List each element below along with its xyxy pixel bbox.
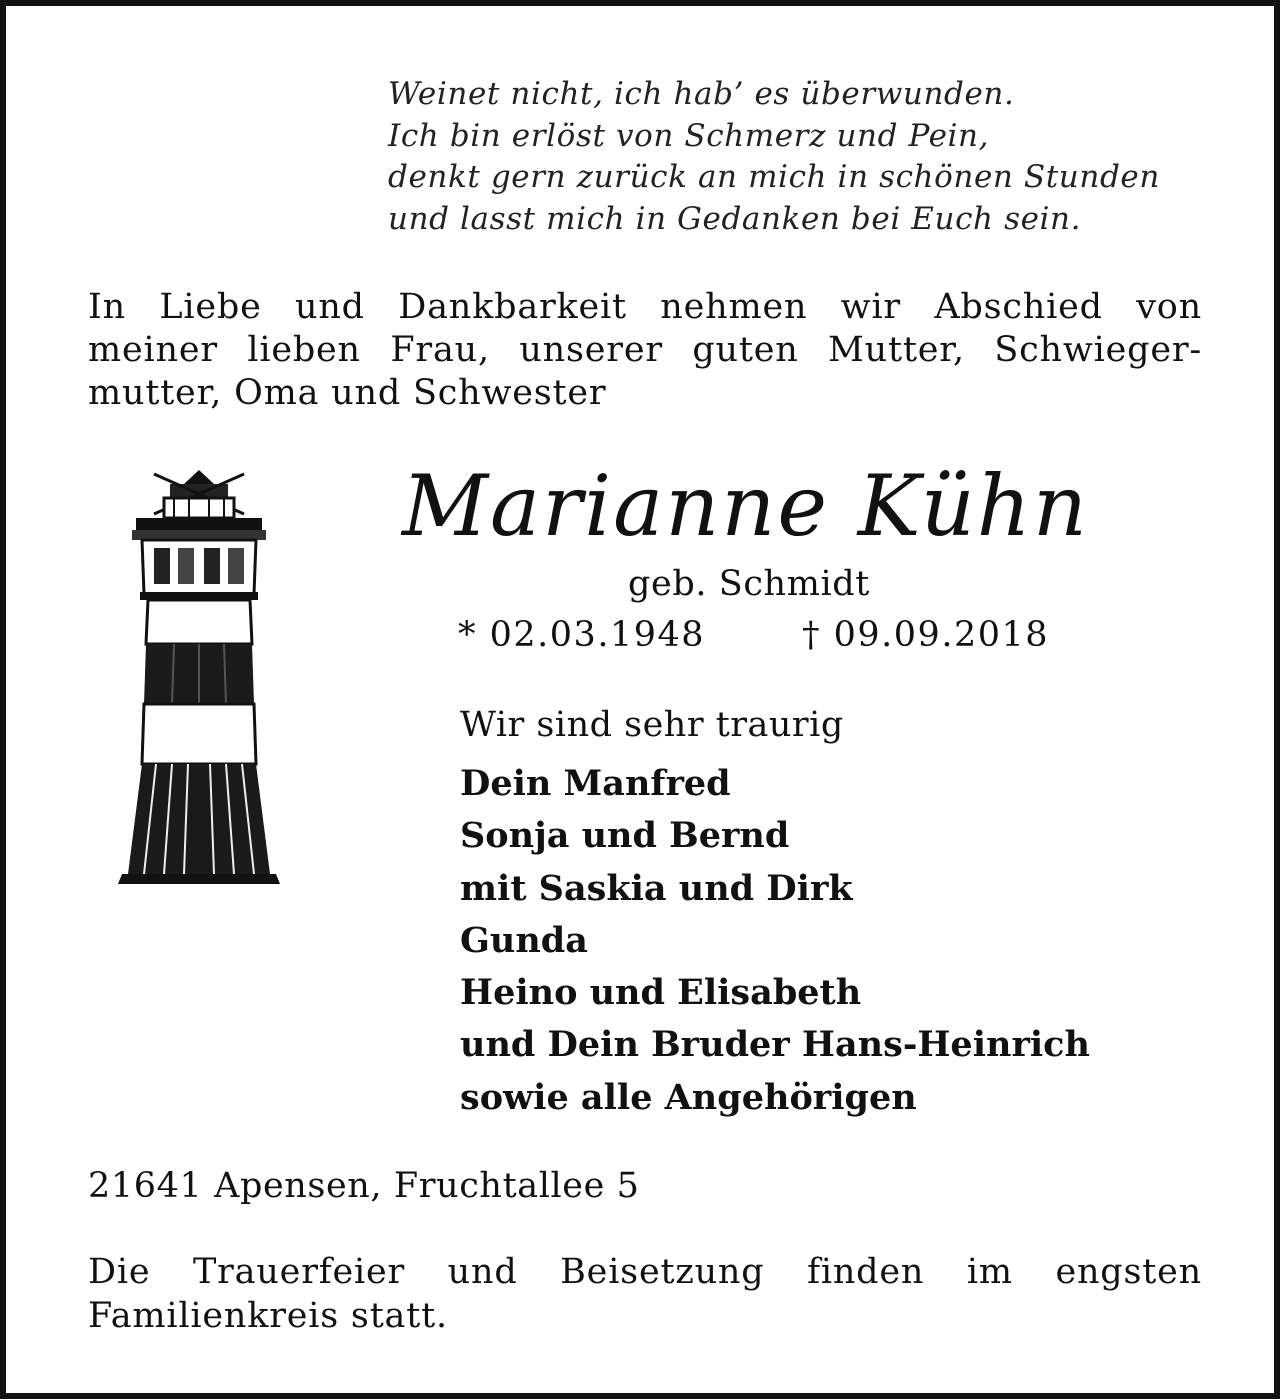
poem-line: Ich bin erlöst von Schmerz und Pein, <box>388 117 990 154</box>
mourners-list <box>460 758 1090 1124</box>
mourner-line: sowie alle Angehörigen <box>460 1076 917 1118</box>
ceremony-notice <box>88 1250 1202 1338</box>
maiden-name: geb. Schmidt <box>628 564 870 604</box>
intro-line: In Liebe und Dankbarkeit nehmen wir Abschied von <box>88 287 1202 327</box>
ceremony-line: Die Trauerfeier und Beisetzung finden im engsten <box>88 1252 1202 1292</box>
mourner-line: Sonja und Bernd <box>460 815 790 857</box>
poem <box>388 74 1248 240</box>
poem-line: und lasst mich in Gedanken bei Euch sein. <box>388 200 1082 237</box>
poem-line: denkt gern zurück an mich in schönen Stunden <box>388 159 1160 195</box>
farewell-intro <box>88 286 1202 415</box>
mourner-line: mit Saskia und Dirk <box>460 867 853 909</box>
poem-line: Weinet nicht, ich hab’ es überwunden. <box>388 76 1015 112</box>
family-address: 21641 Apensen, Fruchtallee 5 <box>88 1166 640 1206</box>
mourner-line: Gunda <box>460 919 588 961</box>
intro-line: mutter, Oma und Schwester <box>88 373 607 413</box>
lighthouse-icon <box>114 464 284 894</box>
mourner-line: und Dein Bruder Hans-Heinrich <box>460 1024 1090 1066</box>
deceased-name: Marianne Kühn <box>402 457 1090 555</box>
mourner-line: Dein Manfred <box>460 763 731 804</box>
mourner-line: Heino und Elisabeth <box>460 972 862 1014</box>
ceremony-line: Familienkreis statt. <box>88 1296 448 1336</box>
intro-line: meiner lieben Frau, unserer guten Mutter, Schwieger- <box>88 330 1202 370</box>
death-date: † 09.09.2018 <box>802 615 1050 655</box>
mourners-intro: Wir sind sehr traurig <box>460 705 844 745</box>
birth-date: * 02.03.1948 <box>458 615 706 655</box>
